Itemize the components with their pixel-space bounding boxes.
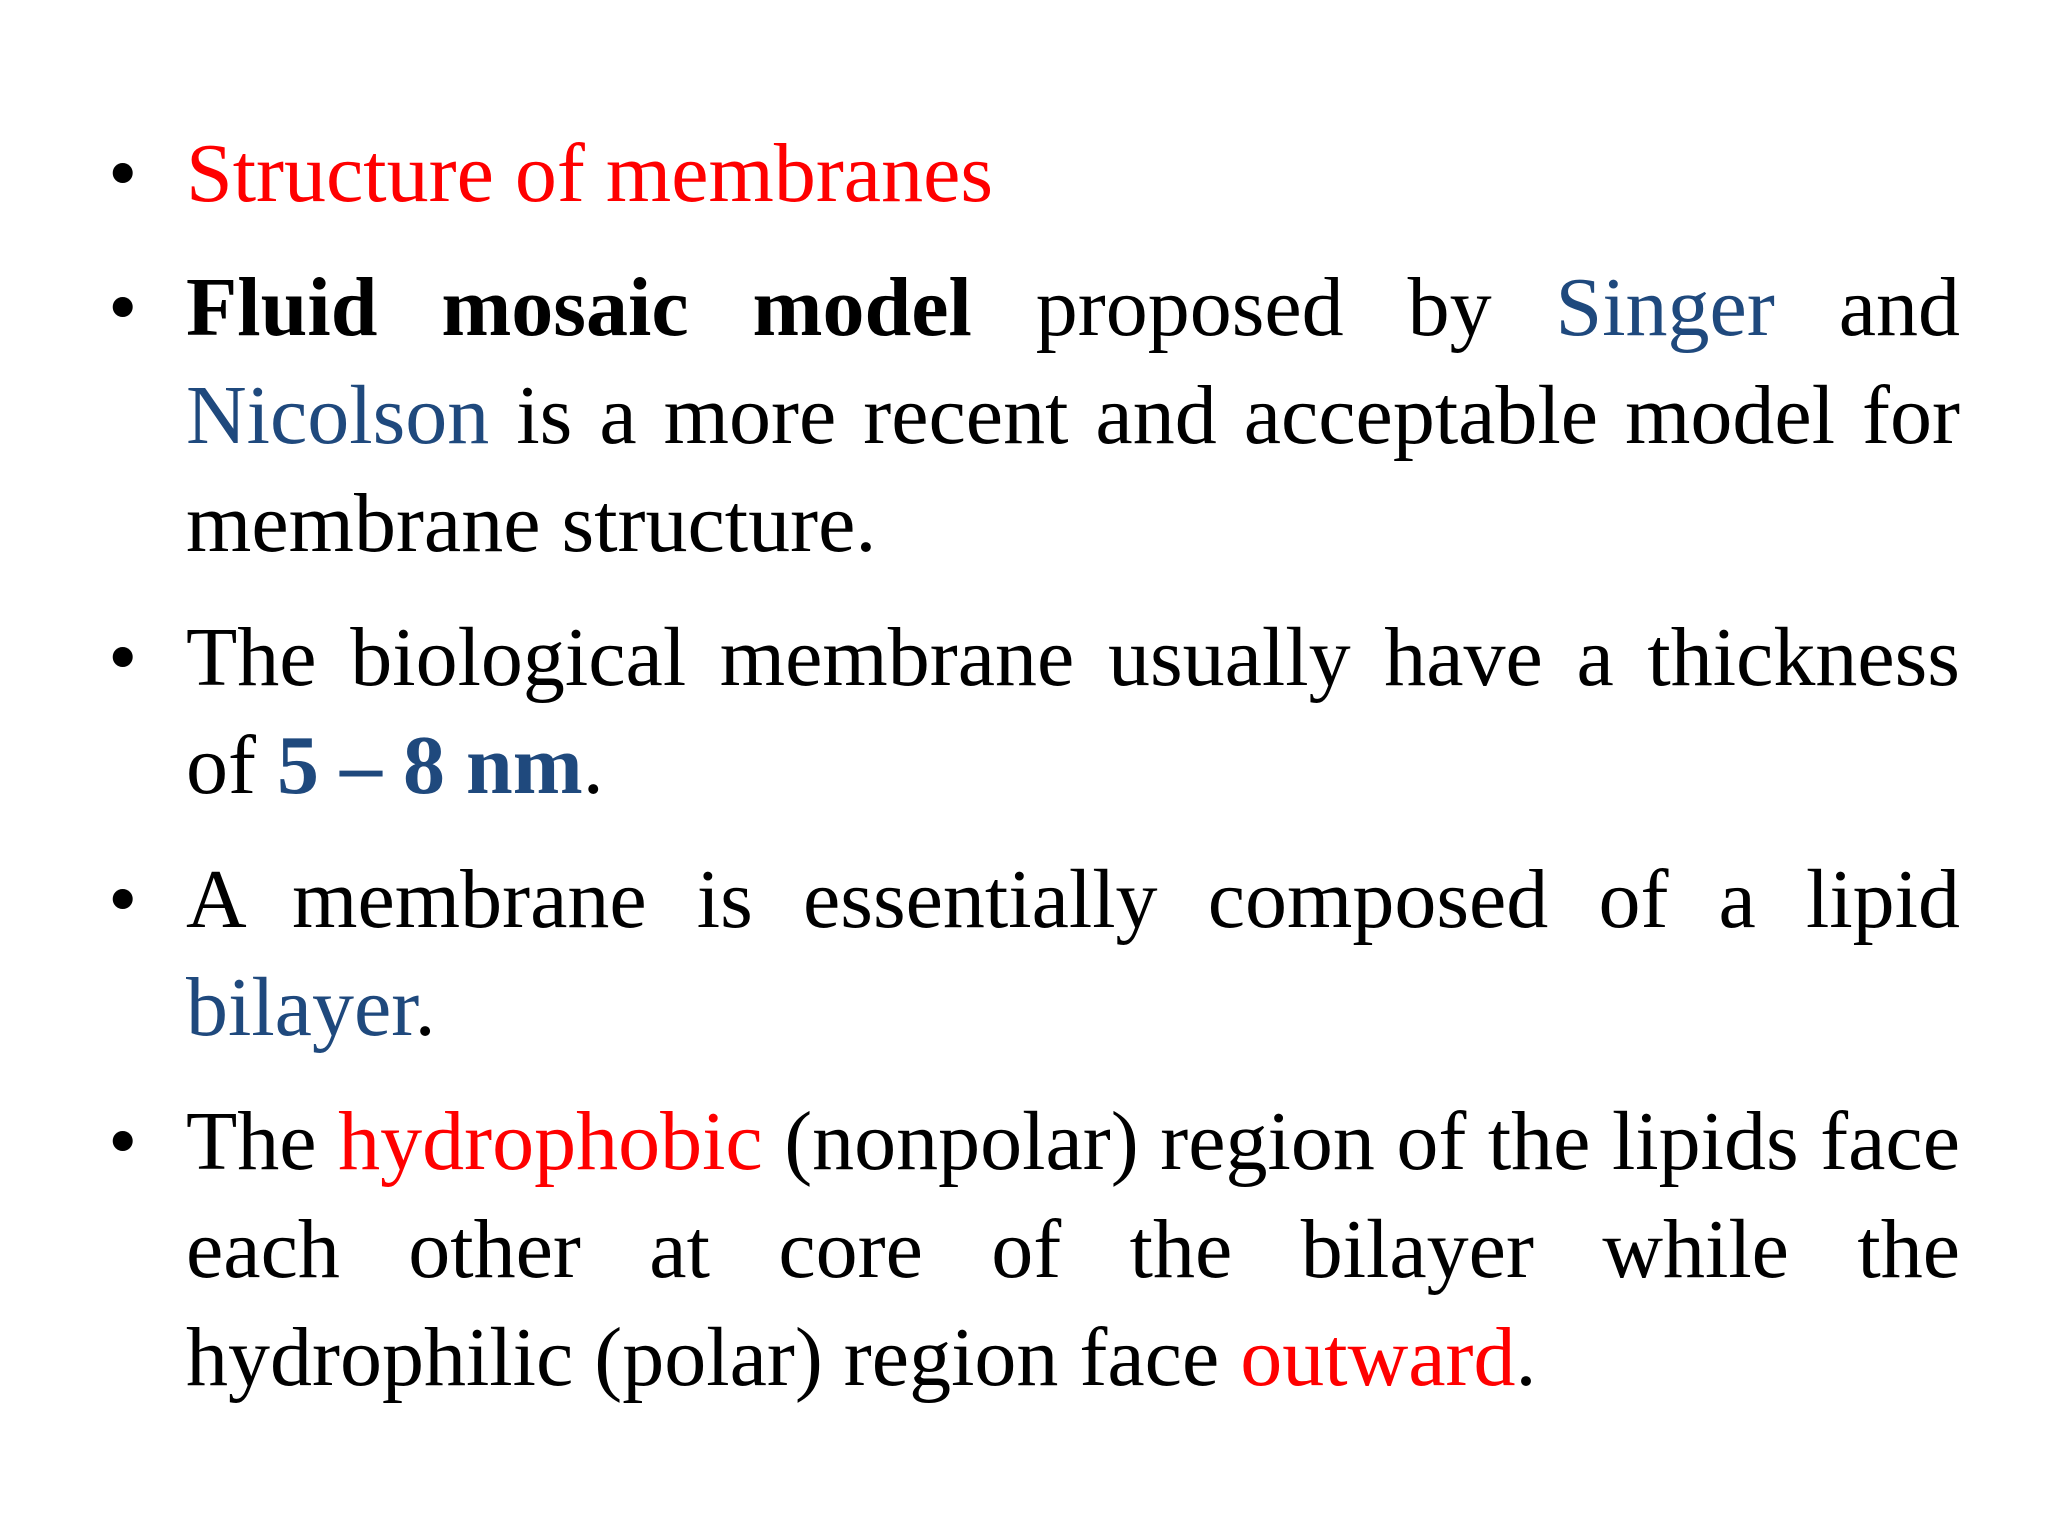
bullet-text: . [582,719,604,812]
bullet-item-fluid-mosaic-model [100,254,1960,578]
bullet-text: (nonpolar) region of the lipids face each other at core of the bilayer while the hydrophilic (polar) region face [186,1095,1960,1404]
bullet-item-hydrophobic-region [100,1088,1960,1412]
bullet-item-lipid-bilayer [100,846,1960,1062]
term-fluid-mosaic-model: Fluid mosaic model [186,261,972,354]
bullet-text: . [1515,1311,1537,1404]
bullet-list [100,120,1960,1438]
bullet-text: The biological membrane usually have a thickness of [186,611,1960,812]
thickness-value: 5 – 8 nm [276,719,583,812]
bullet-text: is a more recent and acceptable model for membrane structure. [186,369,1960,570]
bullet-text: The [186,1095,339,1188]
bullet-item-structure-of-membranes [100,120,1960,228]
bullet-text: and [1774,261,1960,354]
term-bilayer: bilayer [186,961,415,1054]
bullet-text: . [414,961,436,1054]
term-hydrophobic: hydrophobic [338,1095,763,1188]
bullet-heading: Structure of membranes [186,127,994,220]
bullet-text: A membrane is essentially composed of a lipid [186,853,1960,946]
bullet-text: proposed by [971,261,1556,354]
bullet-item-thickness [100,604,1960,820]
name-nicolson: Nicolson [186,369,490,462]
term-outward: outward [1240,1311,1516,1404]
name-singer: Singer [1555,261,1775,354]
